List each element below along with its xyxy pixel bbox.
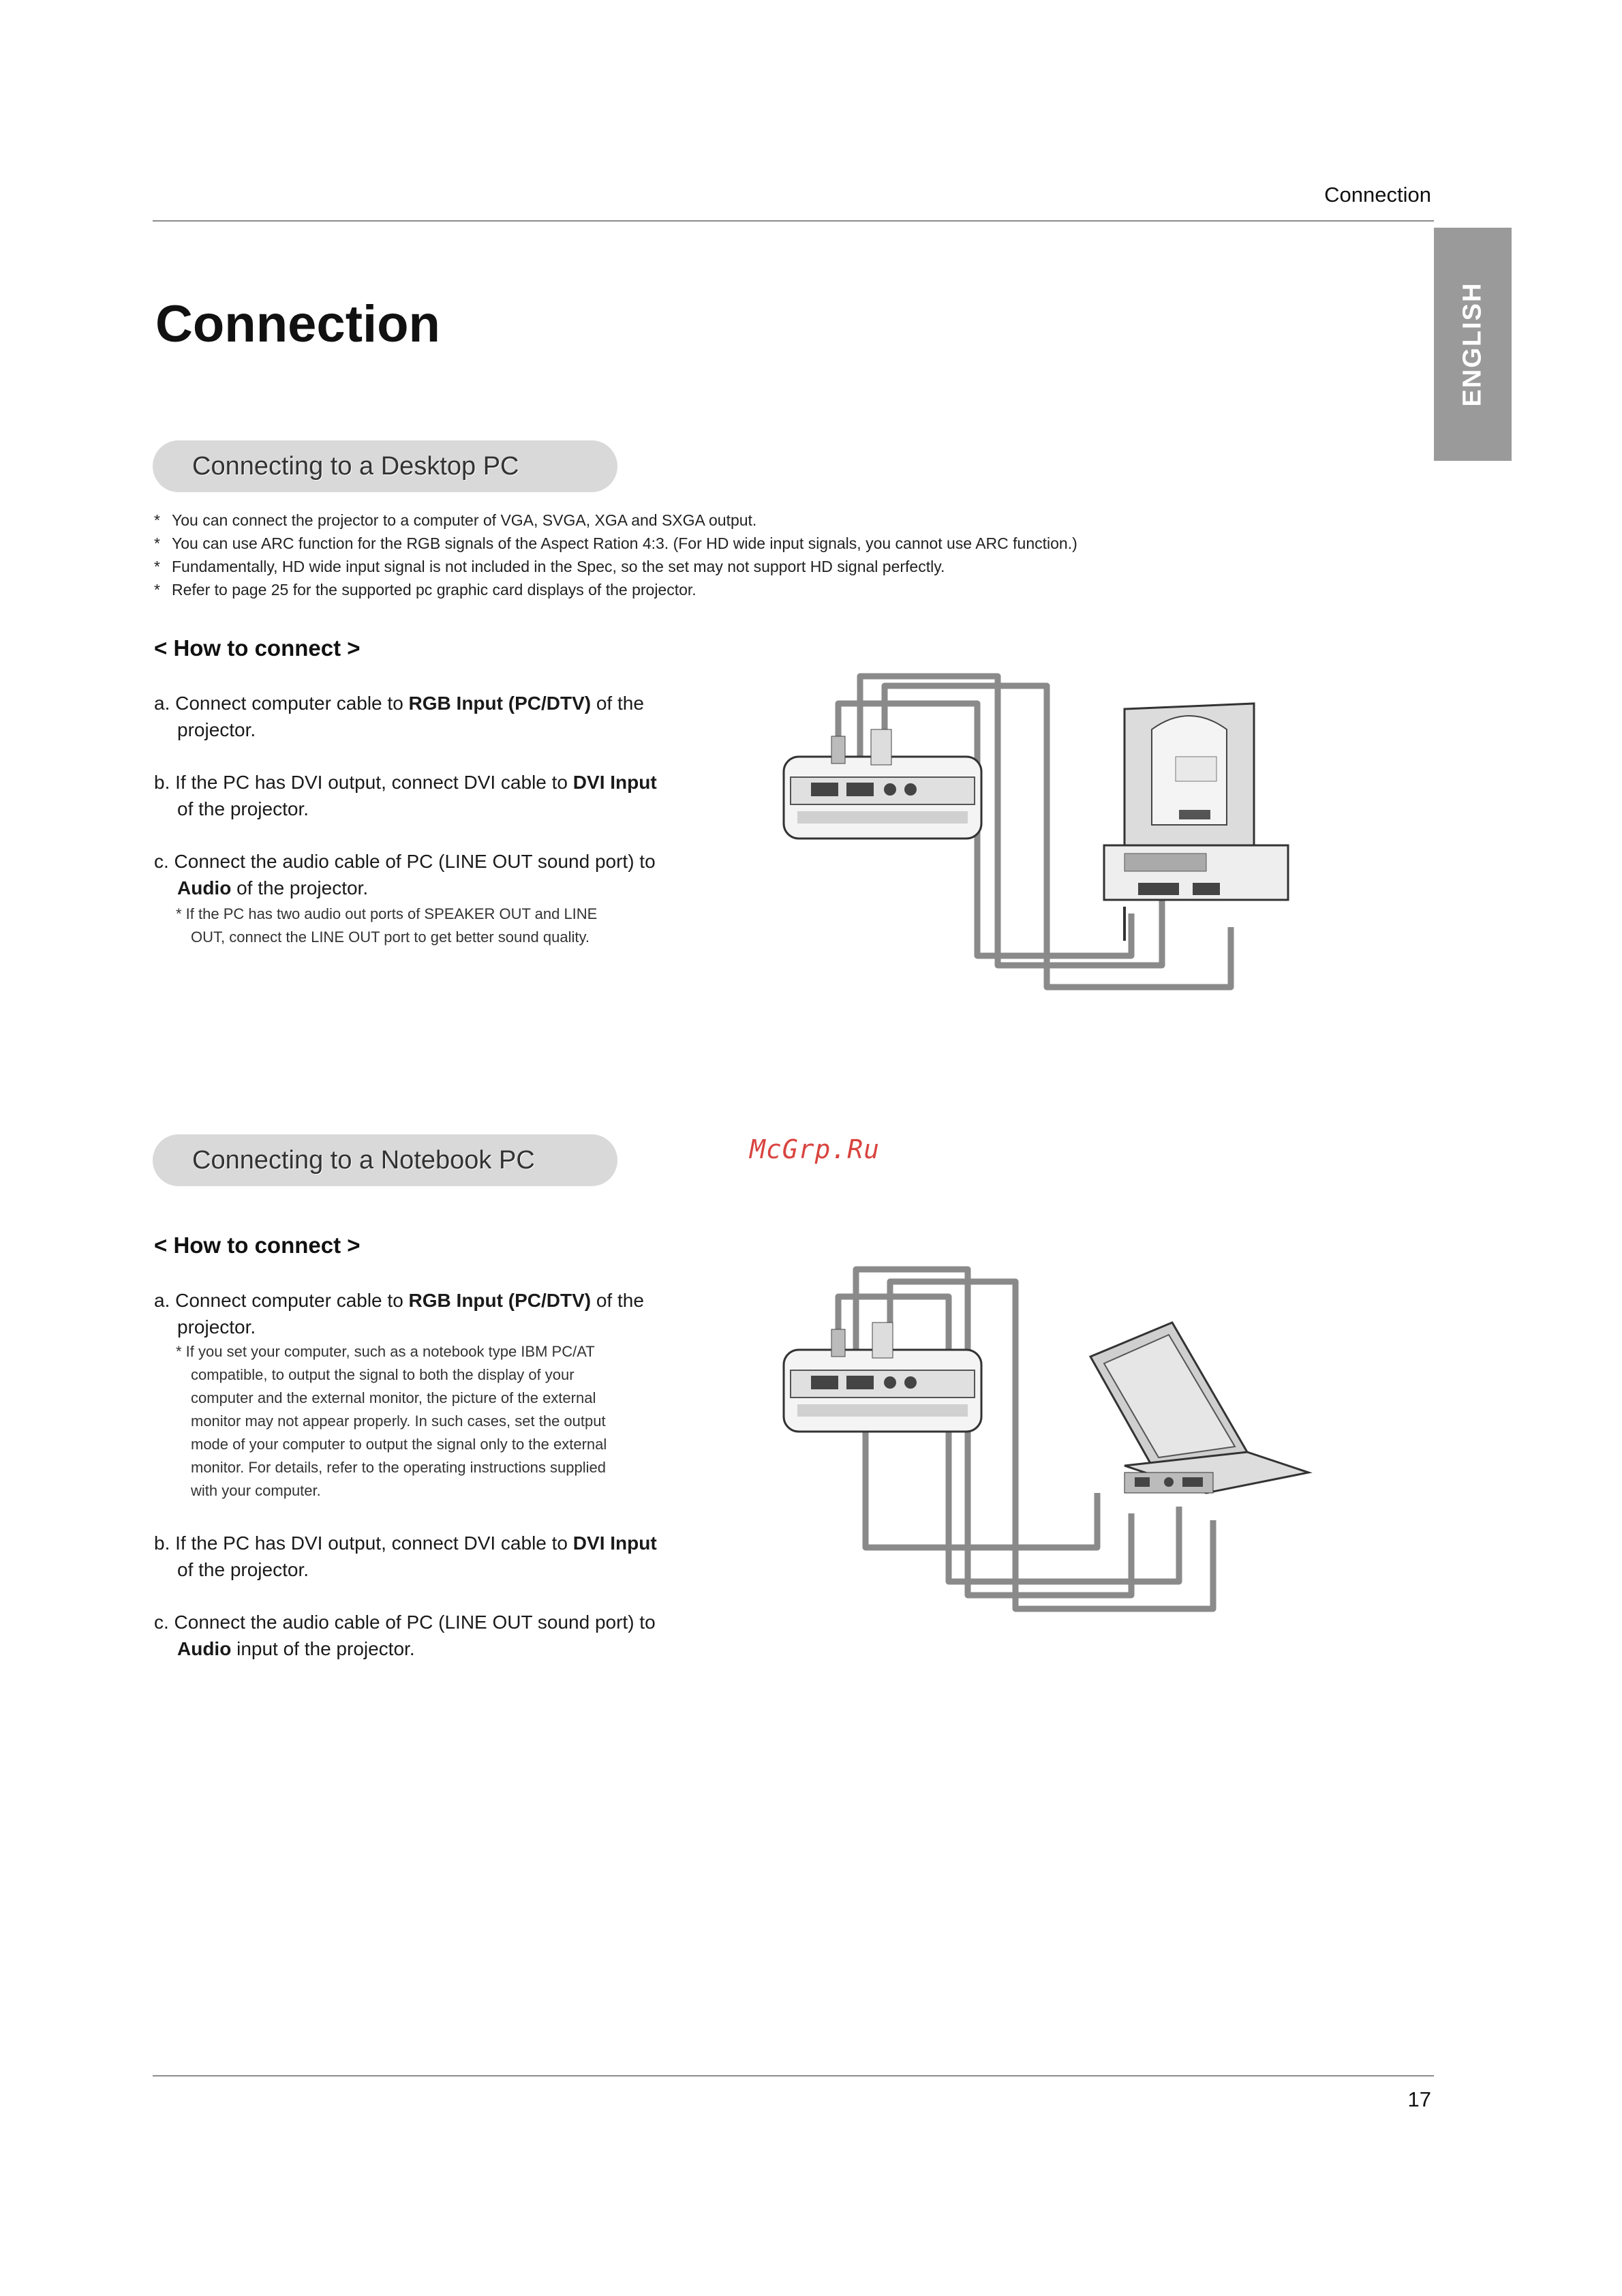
- desktop-step-a: a. Connect computer cable to RGB Input (PC/DTV) of the projector.: [154, 693, 644, 740]
- desktop-pc-illustration: [1104, 704, 1288, 941]
- desktop-notes: [154, 509, 1244, 601]
- page-title: Connection: [155, 295, 440, 353]
- note-item: * Refer to page 25 for the supported pc graphic card displays of the projector.: [154, 581, 697, 599]
- notebook-step-c: c. Connect the audio cable of PC (LINE OUT sound port) to Audio input of the projector.: [154, 1612, 656, 1659]
- notebook-step-a: a. Connect computer cable to RGB Input (PC/DTV) of the projector.: [154, 1290, 644, 1338]
- running-header: Connection: [1324, 183, 1431, 207]
- notebook-step-b: b. If the PC has DVI output, connect DVI cable to DVI Input of the projector.: [154, 1532, 657, 1580]
- note-item: * You can connect the projector to a computer of VGA, SVGA, XGA and SXGA output.: [154, 511, 757, 529]
- language-tab-label: ENGLISH: [1458, 282, 1487, 407]
- projector-illustration: [784, 729, 981, 839]
- note-item: * You can use ARC function for the RGB signals of the Aspect Ration 4:3. (For HD wide input signals, you cannot use ARC function.): [154, 534, 1077, 552]
- footer-rule: [153, 2075, 1434, 2076]
- watermark: McGrp.Ru: [750, 1134, 881, 1164]
- note-item: * Fundamentally, HD wide input signal is not included in the Spec, so the set may not support HD signal perfectly.: [154, 558, 945, 575]
- language-tab: [1434, 228, 1512, 461]
- section-heading-notebook: Connecting to a Notebook PC: [153, 1134, 617, 1186]
- desktop-step-b: b. If the PC has DVI output, connect DVI cable to DVI Input of the projector.: [154, 772, 657, 819]
- page-number: 17: [1407, 2087, 1431, 2111]
- desktop-step-c: c. Connect the audio cable of PC (LINE OUT sound port) to Audio of the projector.: [154, 851, 656, 898]
- header-rule: [153, 220, 1434, 222]
- notebook-step-a-note: * If you set your computer, such as a notebook type IBM PC/AT compatible, to output the signal to both the display of your computer and the external monitor, the picture of the external monitor may not appear properly. In such cases, set the output mode of your computer to output the signal only to the external monitor. For details, refer to the operating instructions supplied with your computer.: [176, 1343, 607, 1499]
- how-to-connect-heading: < How to connect >: [154, 635, 361, 661]
- how-to-connect-heading: < How to connect >: [154, 1233, 361, 1258]
- notebook-pc-illustration: [1090, 1323, 1309, 1493]
- section-heading-desktop: Connecting to a Desktop PC: [153, 440, 617, 492]
- desktop-connection-diagram: [770, 654, 1329, 1036]
- notebook-connection-diagram: [770, 1248, 1343, 1629]
- desktop-step-c-note: * If the PC has two audio out ports of SPEAKER OUT and LINE OUT, connect the LINE OUT port to get better sound quality.: [176, 905, 598, 946]
